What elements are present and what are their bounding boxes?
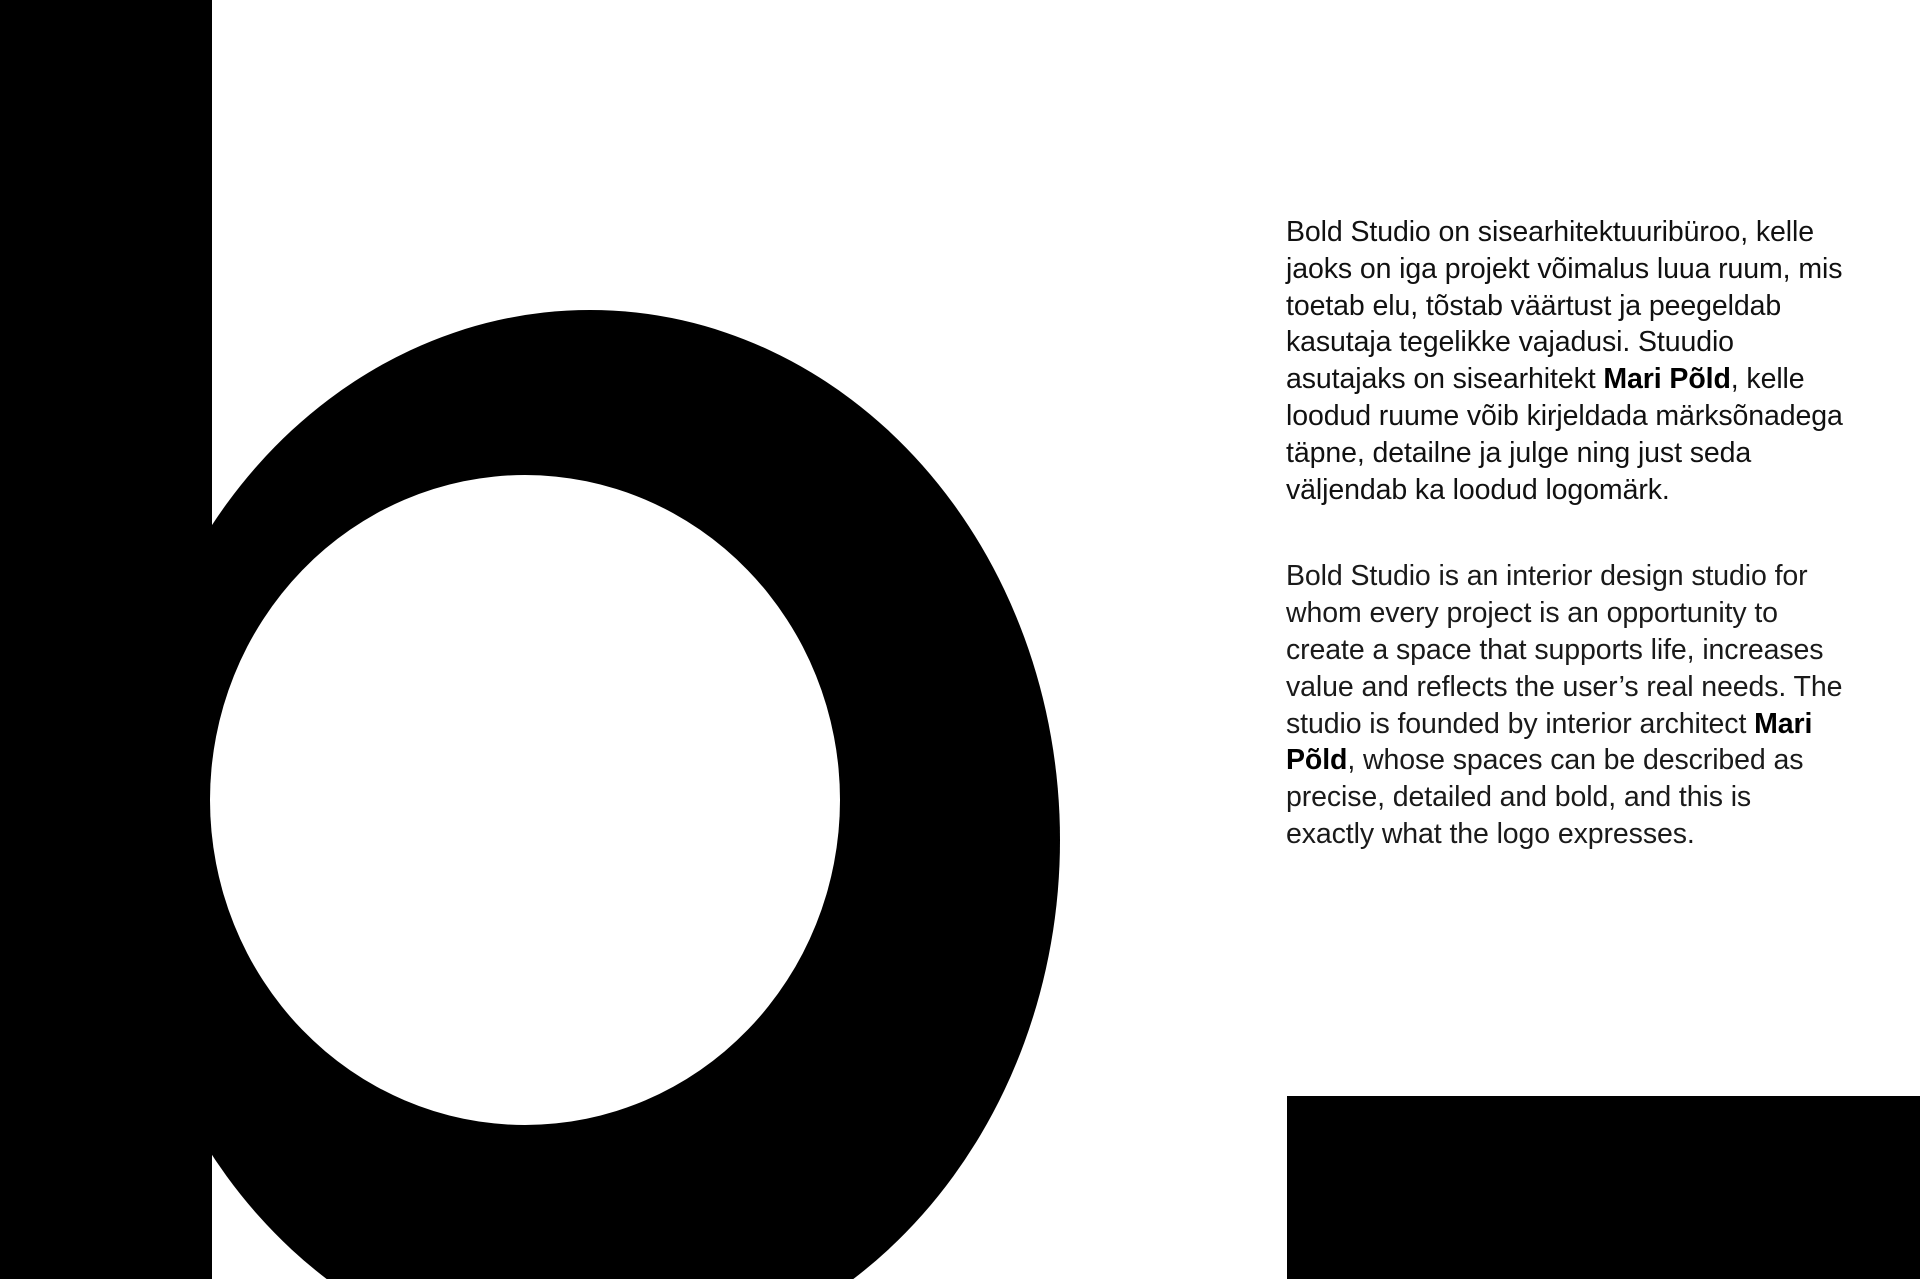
description-estonian <box>1286 214 1846 508</box>
founder-name-en: Mari Põld <box>1286 707 1813 777</box>
studio-description <box>1286 214 1846 853</box>
description-et-text-end: , kelle loodud ruume võib kirjeldada märksõnadega täpne, detailne ja julge ning just seda väljendab ka loodud logomärk. <box>1286 363 1843 506</box>
logo-period-block <box>1287 1096 1920 1279</box>
description-et-text-start: Bold Studio on sisearhitektuuribüroo, kelle jaoks on iga projekt võimalus luua ruum, mis toetab elu, tõstab väärtust ja peegeldab kasutaja tegelikke vajadusi. Stuudio asutajaks on sisearhitekt <box>1286 216 1843 396</box>
description-en-text-end: , whose spaces can be described as precise, detailed and bold, and this is exactly what the logo expresses. <box>1286 744 1804 850</box>
description-english <box>1286 558 1846 852</box>
logo-b-counter <box>210 475 840 1125</box>
founder-name-et: Mari Põld <box>1603 363 1731 396</box>
description-en-text-start: Bold Studio is an interior design studio for whom every project is an opportunity to create a space that supports life, increases value and reflects the user’s real needs. The studio is founded by interior architect <box>1286 560 1843 740</box>
